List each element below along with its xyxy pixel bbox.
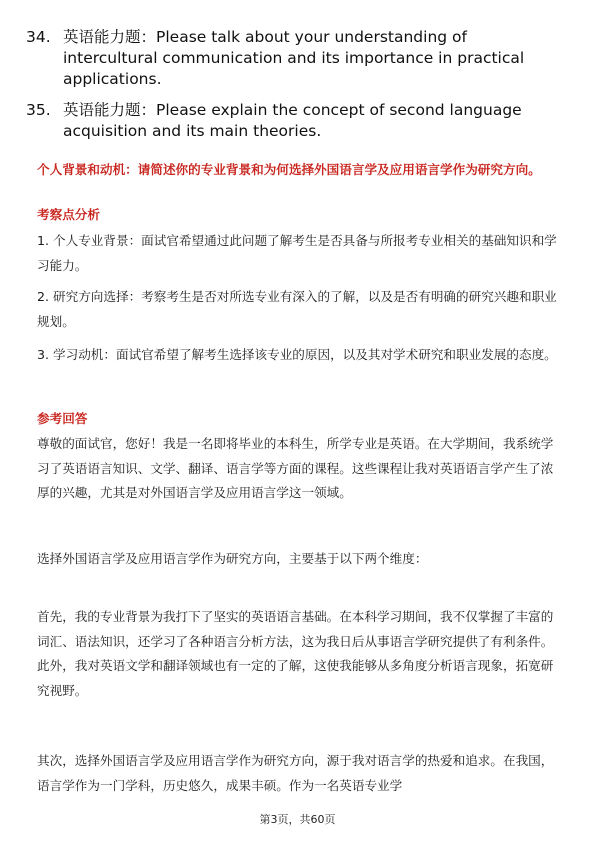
answer-paragraph-4: 其次，选择外国语言学及应用语言学作为研究方向，源于我对语言学的热爱和追求。在我国，语言学作为一门学科，历史悠久，成果丰硕。作为一名英语专业学 (37, 753, 554, 793)
question-number: 34. (26, 28, 51, 46)
answer-paragraph-2: 选择外国语言学及应用语言学作为研究方向，主要基于以下两个维度： (37, 551, 428, 566)
answer-heading: 参考回答 (37, 411, 88, 426)
analysis-heading: 考察点分析 (37, 207, 100, 222)
answer-paragraph-3: 首先，我的专业背景为我打下了坚实的英语语言基础。在本科学习期间，我不仅掌握了丰富的词汇、语法知识，还学习了各种语言分析方法，这为我日后从事语言学研究提供了有利条件。此外，我对英语文学和翻译领域也有一定的了解，这使我能够从多角度分析语言现象，拓宽研究视野。 (37, 609, 554, 698)
analysis-point-1: 1. 个人专业背景：面试官希望通过此问题了解考生是否具备与所报考专业相关的基础知识和学习能力。 (37, 233, 557, 273)
analysis-point-3: 3. 学习动机：面试官希望了解考生选择该专业的原因，以及其对学术研究和职业发展的态度。 (37, 347, 557, 362)
answer-paragraph-1: 尊敬的面试官，您好！我是一名即将毕业的本科生，所学专业是英语。在大学期间，我系统学习了英语语言知识、文学、翻译、语言学等方面的课程。这些课程让我对英语语言学产生了浓厚的兴趣，尤其是对外国语言学及应用语言学这一领域。 (37, 436, 554, 500)
section-title: 个人背景和动机：请简述你的专业背景和为何选择外国语言学及应用语言学作为研究方向。 (37, 162, 541, 177)
question-35 (26, 100, 556, 142)
page-footer: 第3页，共60页 (259, 813, 336, 826)
analysis-point-2: 2. 研究方向选择：考察考生是否对所选专业有深入的了解，以及是否有明确的研究兴趣和职业规划。 (37, 289, 557, 329)
question-number: 35. (26, 101, 51, 119)
question-34 (26, 27, 556, 90)
question-text: 英语能力题：Please talk about your understanding of intercultural communication and its importance in practical applications. (63, 28, 525, 88)
question-text: 英语能力题：Please explain the concept of second language acquisition and its main theories. (63, 101, 522, 140)
